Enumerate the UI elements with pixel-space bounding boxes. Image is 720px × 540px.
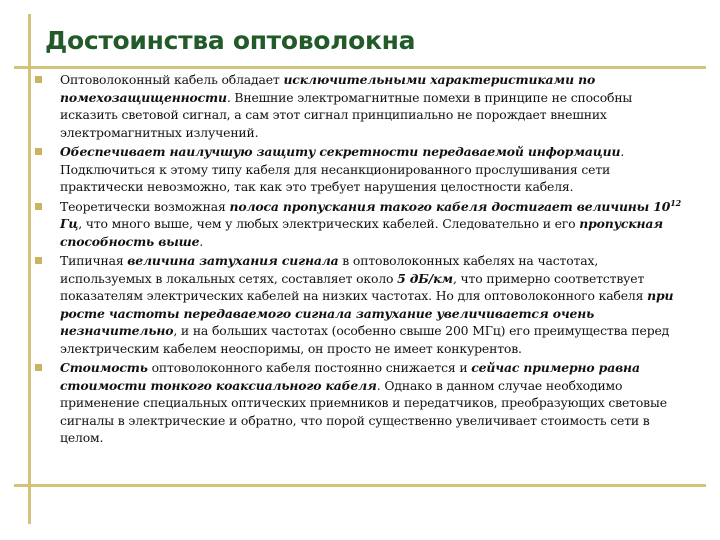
bullet-item-attenuation bbox=[33, 252, 693, 357]
text-segment: , что примерно соответствует показателям электрических кабелей на низких частотах. Но для оптоволоконного кабеля bbox=[60, 270, 648, 303]
text-segment: , что много выше, чем у любых электрических кабелей. Следовательно и его bbox=[78, 216, 580, 231]
text-segment: . bbox=[199, 233, 204, 249]
emphasis-text: Стоимость bbox=[60, 360, 148, 375]
emphasis-text: при росте частоты передаваемого сигнала затухание увеличивается очень незначительно bbox=[60, 288, 674, 338]
bullet-item-interference bbox=[33, 71, 693, 141]
square-bullet-icon bbox=[35, 76, 42, 83]
emphasis-text: пропускная способность выше bbox=[60, 216, 663, 249]
bullet-item-cost bbox=[33, 359, 693, 447]
emphasis-text: величина затухания сигнала bbox=[127, 253, 339, 268]
text-segment: оптоволоконного кабеля постоянно снижается и bbox=[147, 360, 472, 375]
text-segment: в оптоволоконных кабелях на частотах, используемых в локальных сетях, составляет около bbox=[60, 253, 599, 286]
square-bullet-icon bbox=[35, 364, 42, 371]
square-bullet-icon bbox=[35, 257, 42, 264]
emphasis-text: полоса пропускания такого кабеля достигает величины 10 bbox=[229, 198, 671, 214]
emphasis-text: Гц bbox=[60, 216, 79, 231]
emphasis-text: Обеспечивает наилучшую защиту секретности передаваемой информации bbox=[60, 144, 621, 159]
slide-title: Достоинства оптоволокна bbox=[45, 26, 416, 55]
text-segment: Теоретически возможная bbox=[60, 198, 230, 214]
emphasis-text: 5 дБ/км bbox=[397, 270, 453, 286]
text-segment: . Подключиться к этому типу кабеля для несанкционированного прослушивания сети практически невозможно, так как это требует нарушения целостности кабеля. bbox=[60, 144, 625, 194]
bullet-item-bandwidth bbox=[33, 198, 693, 251]
emphasis-text: сейчас примерно равна стоимости тонкого коаксиального кабеля bbox=[60, 360, 640, 393]
text-segment: . Внешние электромагнитные помехи в принципе не способны исказить световой сигнал, а сам этот сигнал принципиально не порождает внешних электромагнитных излучений. bbox=[60, 89, 633, 140]
title-underline-rule bbox=[14, 66, 706, 69]
square-bullet-icon bbox=[35, 203, 42, 210]
emphasis-text: исключительными характеристиками по помехозащищенности bbox=[60, 72, 596, 105]
bullet-item-security bbox=[33, 143, 693, 196]
square-bullet-icon bbox=[35, 148, 42, 155]
text-segment: , и на больших частотах (особенно свыше 200 МГц) его преимущества перед электрическим кабелем неоспоримы, он просто не имеет конкурентов. bbox=[60, 323, 670, 356]
left-vertical-rule bbox=[28, 14, 31, 524]
text-segment: . Однако в данном случае необходимо применение специальных оптических приемников и передатчиков, преобразующих световые сигналы в электрические и обратно, что порой существенно увеличивает стоимость сети в целом. bbox=[60, 377, 667, 445]
text-segment: Типичная bbox=[60, 253, 128, 268]
bullet-list bbox=[33, 71, 693, 449]
text-segment: Оптоволоконный кабель обладает bbox=[60, 72, 284, 87]
bottom-rule bbox=[14, 484, 706, 487]
exponent: 12 bbox=[670, 197, 682, 208]
